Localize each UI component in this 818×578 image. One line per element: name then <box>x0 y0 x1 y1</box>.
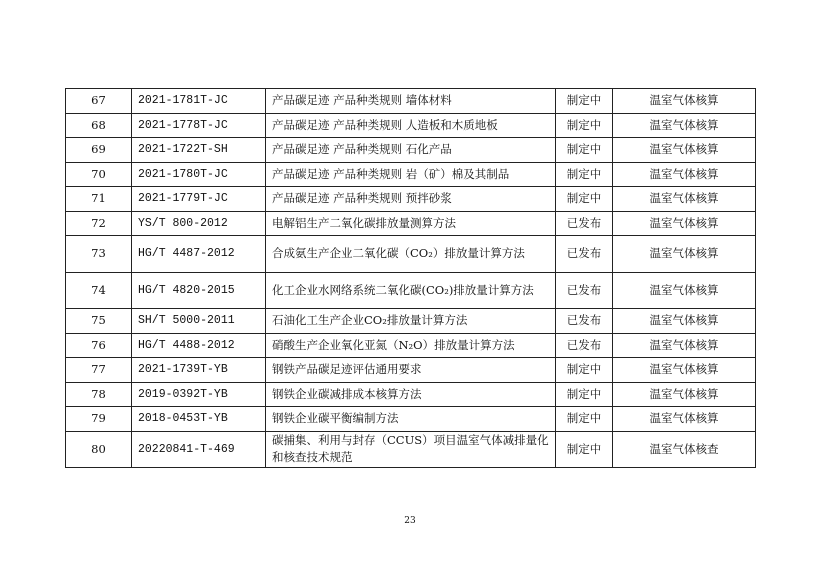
status-cell: 已发布 <box>556 272 613 309</box>
standard-name-cell: 产品碳足迹 产品种类规则 岩（矿）棉及其制品 <box>266 162 556 187</box>
category-cell: 温室气体核算 <box>613 211 756 236</box>
category-cell: 温室气体核查 <box>613 431 756 468</box>
table-row <box>66 138 756 163</box>
category-cell: 温室气体核算 <box>613 138 756 163</box>
standard-code-cell: 2021-1781T-JC <box>132 89 266 114</box>
table-row <box>66 113 756 138</box>
table-row <box>66 272 756 309</box>
table-row <box>66 236 756 273</box>
standard-name-cell: 产品碳足迹 产品种类规则 石化产品 <box>266 138 556 163</box>
status-cell: 已发布 <box>556 309 613 334</box>
standard-name-cell: 钢铁企业碳减排成本核算方法 <box>266 382 556 407</box>
standard-name-cell: 硝酸生产企业氧化亚氮（N₂O）排放量计算方法 <box>266 333 556 358</box>
category-cell: 温室气体核算 <box>613 272 756 309</box>
status-cell: 制定中 <box>556 89 613 114</box>
standard-name-cell: 钢铁企业碳平衡编制方法 <box>266 407 556 432</box>
category-cell: 温室气体核算 <box>613 358 756 383</box>
row-number-cell: 70 <box>66 162 132 187</box>
table-row <box>66 431 756 468</box>
row-number-cell: 71 <box>66 187 132 212</box>
standard-code-cell: HG/T 4487-2012 <box>132 236 266 273</box>
status-cell: 制定中 <box>556 138 613 163</box>
table-row <box>66 333 756 358</box>
standard-code-cell: 20220841-T-469 <box>132 431 266 468</box>
standard-name-cell: 产品碳足迹 产品种类规则 人造板和木质地板 <box>266 113 556 138</box>
status-cell: 已发布 <box>556 211 613 236</box>
status-cell: 制定中 <box>556 358 613 383</box>
row-number-cell: 74 <box>66 272 132 309</box>
standard-code-cell: 2021-1780T-JC <box>132 162 266 187</box>
row-number-cell: 77 <box>66 358 132 383</box>
row-number-cell: 68 <box>66 113 132 138</box>
category-cell: 温室气体核算 <box>613 89 756 114</box>
row-number-cell: 67 <box>66 89 132 114</box>
table-row <box>66 309 756 334</box>
category-cell: 温室气体核算 <box>613 309 756 334</box>
table-row <box>66 162 756 187</box>
standard-code-cell: YS/T 800-2012 <box>132 211 266 236</box>
status-cell: 制定中 <box>556 382 613 407</box>
status-cell: 制定中 <box>556 113 613 138</box>
table-row <box>66 89 756 114</box>
row-number-cell: 69 <box>66 138 132 163</box>
status-cell: 制定中 <box>556 407 613 432</box>
standard-code-cell: SH/T 5000-2011 <box>132 309 266 334</box>
standard-code-cell: HG/T 4820-2015 <box>132 272 266 309</box>
status-cell: 已发布 <box>556 236 613 273</box>
row-number-cell: 78 <box>66 382 132 407</box>
standard-name-cell: 碳捕集、利用与封存（CCUS）项目温室气体减排量化和核查技术规范 <box>266 431 556 468</box>
standard-code-cell: 2018-0453T-YB <box>132 407 266 432</box>
row-number-cell: 73 <box>66 236 132 273</box>
category-cell: 温室气体核算 <box>613 236 756 273</box>
category-cell: 温室气体核算 <box>613 162 756 187</box>
status-cell: 制定中 <box>556 187 613 212</box>
row-number-cell: 76 <box>66 333 132 358</box>
standard-name-cell: 合成氨生产企业二氧化碳（CO₂）排放量计算方法 <box>266 236 556 273</box>
category-cell: 温室气体核算 <box>613 113 756 138</box>
status-cell: 制定中 <box>556 162 613 187</box>
standard-code-cell: 2021-1779T-JC <box>132 187 266 212</box>
table-row <box>66 211 756 236</box>
standard-name-cell: 电解铝生产二氧化碳排放量测算方法 <box>266 211 556 236</box>
standard-code-cell: 2021-1739T-YB <box>132 358 266 383</box>
category-cell: 温室气体核算 <box>613 407 756 432</box>
status-cell: 已发布 <box>556 333 613 358</box>
standard-name-cell: 钢铁产品碳足迹评估通用要求 <box>266 358 556 383</box>
table-row <box>66 358 756 383</box>
standard-code-cell: HG/T 4488-2012 <box>132 333 266 358</box>
standard-name-cell: 产品碳足迹 产品种类规则 预拌砂浆 <box>266 187 556 212</box>
page-number: 23 <box>404 516 416 526</box>
table-row <box>66 382 756 407</box>
standard-name-cell: 化工企业水网络系统二氧化碳(CO₂)排放量计算方法 <box>266 272 556 309</box>
standard-code-cell: 2019-0392T-YB <box>132 382 266 407</box>
row-number-cell: 72 <box>66 211 132 236</box>
category-cell: 温室气体核算 <box>613 333 756 358</box>
row-number-cell: 80 <box>66 431 132 468</box>
standard-code-cell: 2021-1722T-SH <box>132 138 266 163</box>
category-cell: 温室气体核算 <box>613 187 756 212</box>
standard-name-cell: 产品碳足迹 产品种类规则 墙体材料 <box>266 89 556 114</box>
table-row <box>66 407 756 432</box>
category-cell: 温室气体核算 <box>613 382 756 407</box>
standards-table <box>65 88 756 468</box>
standard-code-cell: 2021-1778T-JC <box>132 113 266 138</box>
row-number-cell: 75 <box>66 309 132 334</box>
standard-name-cell: 石油化工生产企业CO₂排放量计算方法 <box>266 309 556 334</box>
status-cell: 制定中 <box>556 431 613 468</box>
row-number-cell: 79 <box>66 407 132 432</box>
table-row <box>66 187 756 212</box>
